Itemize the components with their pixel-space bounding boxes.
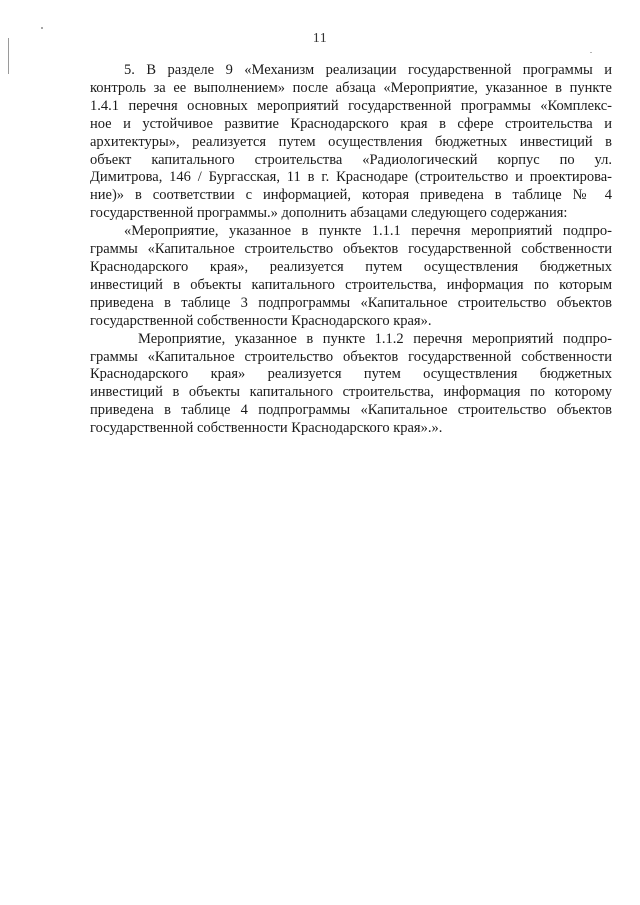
text-line: приведена в таблице 4 подпрограммы «Капитальное строительство объектов: [90, 402, 612, 419]
text-line: архитектуры», реализуется путем осуществления бюджетных инвестиций в: [90, 133, 612, 150]
scan-speck: [590, 52, 592, 53]
text-line: Краснодарского края», реализуется путем осуществления бюджетных: [90, 258, 612, 275]
text-line: государственной собственности Краснодарского края».: [90, 312, 432, 329]
text-line: инвестиций в объекты капитального строительства, информация по которым: [90, 276, 612, 293]
text-line: государственной программы.» дополнить абзацами следующего содержания:: [90, 205, 568, 222]
text-line: контроль за ее выполнением» после абзаца «Мероприятие, указанное в пункте: [90, 79, 612, 96]
text-line: Димитрова, 146 / Бургасская, 11 в г. Краснодаре (строительство и проектирова-: [90, 169, 612, 186]
text-line: граммы «Капитальное строительство объектов государственной собственности: [90, 348, 612, 365]
text-line: Краснодарского края» реализуется путем осуществления бюджетных: [90, 366, 612, 383]
document-body: [90, 62, 612, 438]
text-line: 5. В разделе 9 «Механизм реализации государственной программы и: [124, 62, 612, 78]
text-line: государственной собственности Краснодарского края».».: [90, 420, 443, 437]
text-line: ние)» в соответствии с информацией, которая приведена в таблице № 4: [90, 187, 612, 204]
scan-speck: [41, 27, 43, 29]
text-line: граммы «Капитальное строительство объектов государственной собственности: [90, 241, 612, 258]
page-number: 11: [312, 31, 328, 46]
text-line: Мероприятие, указанное в пункте 1.1.2 перечня мероприятий подпро-: [138, 330, 612, 347]
text-line: приведена в таблице 3 подпрограммы «Капитальное строительство объектов: [90, 294, 612, 311]
text-line: 1.4.1 перечня основных мероприятий государственной программы «Комплекс-: [90, 97, 612, 114]
text-line: инвестиций в объекты капитального строительства, информация по которому: [90, 384, 612, 401]
text-line: объект капитального строительства «Радиологический корпус по ул.: [90, 151, 612, 168]
text-line: «Мероприятие, указанное в пункте 1.1.1 перечня мероприятий подпро-: [124, 223, 612, 240]
paragraph-3: [90, 331, 612, 438]
paragraph-2: [90, 223, 612, 330]
text-line: ное и устойчивое развитие Краснодарского края в сфере строительства и: [90, 115, 612, 132]
paragraph-1: [90, 62, 612, 223]
